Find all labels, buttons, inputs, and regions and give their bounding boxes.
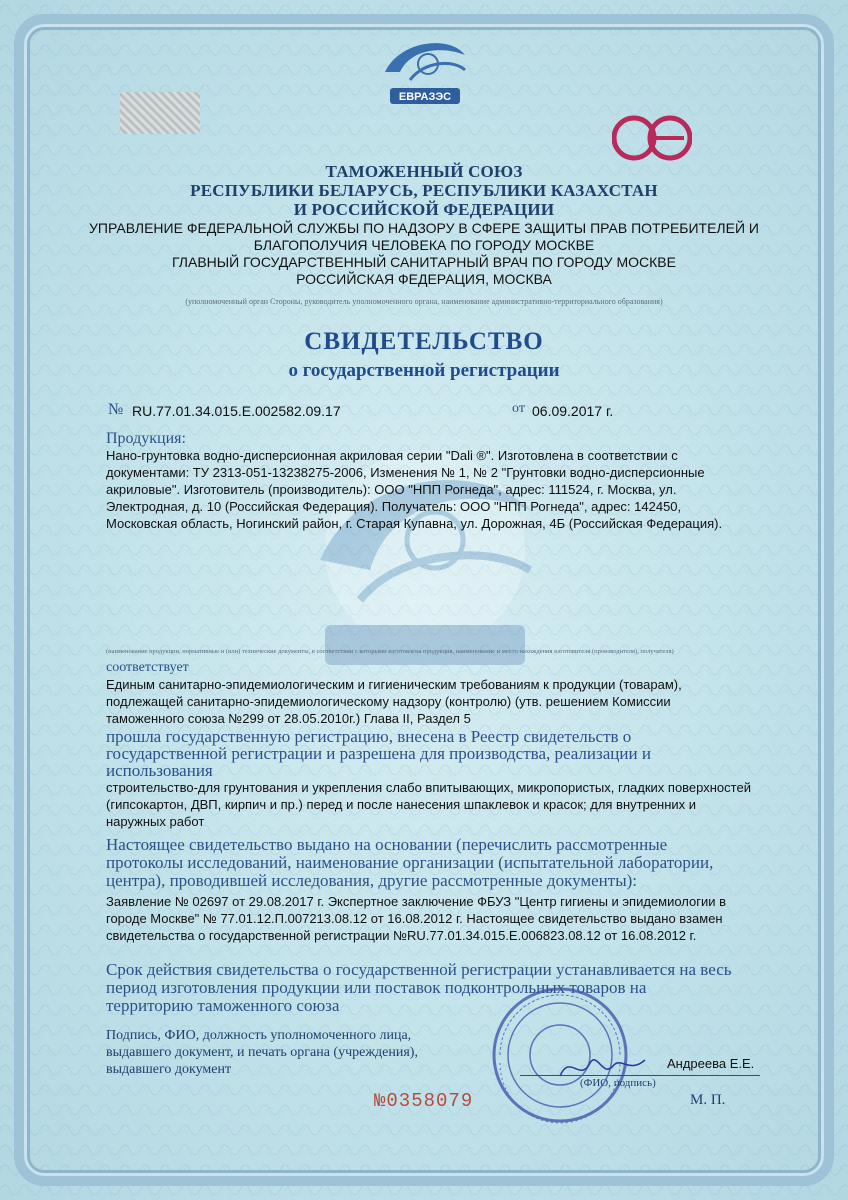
header-line-3: И РОССИЙСКОЙ ФЕДЕРАЦИИ	[293, 200, 555, 219]
registration-number: RU.77.01.34.015.Е.002582.09.17	[132, 403, 341, 419]
basis-line: Настоящее свидетельство выдано на основании (перечислить рассмотренные	[106, 835, 668, 854]
conforms-line: таможенного союза №299 от 28.05.2010г.) Глава II, Раздел 5	[106, 711, 471, 726]
basis-line: протоколы исследований, наименование организации (испытательной лаборатории,	[106, 853, 714, 872]
authority-line-2: БЛАГОПОЛУЧИЯ ЧЕЛОВЕКА ПО ГОРОДУ МОСКВЕ	[253, 237, 595, 253]
signature-label-line: выдавшего документ	[106, 1062, 232, 1077]
signature-underline	[520, 1075, 760, 1076]
registered-line: прошла государственную регистрацию, внесена в Реестр свидетельств о	[106, 727, 632, 746]
validity-line: территорию таможенного союза	[106, 996, 340, 1015]
evrazes-logo-icon	[370, 30, 480, 110]
authority-caption: (уполномоченный орган Стороны, руководитель уполномоченного органа, наименование административно-территориального образования)	[185, 297, 663, 306]
authority-line-4: РОССИЙСКАЯ ФЕДЕРАЦИЯ, МОСКВА	[296, 271, 552, 287]
hologram-sticker	[120, 92, 200, 134]
authority-line-3: ГЛАВНЫЙ ГОСУДАРСТВЕННЫЙ САНИТАРНЫЙ ВРАЧ ПО ГОРОДУ МОСКВЕ	[172, 254, 676, 270]
usage-line: (гипсокартон, ДВП, кирпич и пр.) перед и после нанесения шпаклевок и красок; для внутренних и	[106, 797, 697, 812]
validity-line: период изготовления продукции или поставок подконтрольных товаров на	[106, 978, 647, 997]
basis-detail: свидетельства о государственной регистрации №RU.77.01.34.015.Е.006823.08.12 от 16.08.2012 г.	[106, 928, 697, 943]
product-label: Продукция:	[106, 430, 186, 447]
signature-label-line: Подпись, ФИО, должность уполномоченного лица,	[106, 1028, 412, 1043]
eac-conformity-mark-icon	[612, 110, 692, 166]
product-line: Московская область, Ногинский район, г. Старая Купавна, ул. Дорожная, 4Б (Российская Федерация).	[106, 516, 723, 531]
signatory-name: Андреева Е.Е.	[667, 1056, 755, 1071]
number-label: №	[108, 401, 124, 418]
mp-label: М. П.	[690, 1092, 726, 1108]
document-subtitle: о государственной регистрации	[288, 360, 560, 381]
header-line-2: РЕСПУБЛИКИ БЕЛАРУСЬ, РЕСПУБЛИКИ КАЗАХСТАН	[190, 181, 658, 200]
registered-line: использования	[106, 761, 213, 780]
form-serial-number: №0358079	[374, 1090, 474, 1112]
product-line: Нано-грунтовка водно-дисперсионная акриловая серии "Dali ®". Изготовлена в соответствии с	[106, 448, 678, 463]
authority-line-1: УПРАВЛЕНИЕ ФЕДЕРАЛЬНОЙ СЛУЖБЫ ПО НАДЗОРУ В СФЕРЕ ЗАЩИТЫ ПРАВ ПОТРЕБИТЕЛЕЙ И	[89, 220, 759, 236]
product-line: Электродная, д. 10 (Российская Федерация). Получатель: ООО "НПП Рогнеда", адрес: 142450,	[106, 499, 682, 514]
basis-detail: городе Москве" № 77.01.12.П.007213.08.12 от 16.08.2012 г. Настоящее свидетельство выдано взамен	[106, 911, 723, 926]
header-line-1: ТАМОЖЕННЫЙ СОЮЗ	[325, 162, 523, 181]
registration-date: 06.09.2017 г.	[532, 403, 614, 419]
basis-line: центра), проводившей исследования, другие рассмотренные документы):	[106, 871, 638, 890]
usage-line: наружных работ	[106, 814, 205, 829]
basis-detail: Заявление № 02697 от 29.08.2017 г. Экспертное заключение ФБУЗ "Центр гигиены и эпидемиологии в	[106, 894, 727, 909]
conforms-line: Единым санитарно-эпидемиологическим и гигиеническим требованиям к продукции (товарам),	[106, 677, 682, 692]
conforms-line: подлежащей санитарно-эпидемиологическому надзору (контролю) (утв. решением Комиссии	[106, 694, 671, 709]
conforms-label: соответствует	[106, 660, 189, 675]
product-line: акриловые". Изготовитель (производитель): ООО "НПП Рогнеда", адрес: 111524, г. Москва, ул.	[106, 482, 677, 497]
registered-line: государственной регистрации и разрешена для производства, реализации и	[106, 744, 651, 763]
logo-text: ЕВРАЗЭС	[398, 91, 452, 103]
validity-line: Срок действия свидетельства о государственной регистрации устанавливается на весь	[106, 960, 732, 979]
document-title: СВИДЕТЕЛЬСТВО	[304, 328, 544, 355]
signature-label-line: выдавшего документ, и печать органа (учреждения),	[106, 1045, 418, 1060]
product-line: документами: ТУ 2313-051-13238275-2006, Изменения № 1, № 2 "Грунтовки водно-дисперсионные	[106, 465, 705, 480]
signature-caption: (ФИО, подпись)	[580, 1077, 656, 1089]
date-label: от	[512, 401, 525, 416]
product-caption: (наименование продукции, нормативные и (или) технические документы, в соответствии с которыми изготовлена продукция, наименование и место нахождения изготовителя (производителя), получателя)	[106, 648, 674, 655]
usage-line: строительство-для грунтования и укрепления слабо впитывающих, микропористых, гладких поверхностей	[106, 780, 751, 795]
